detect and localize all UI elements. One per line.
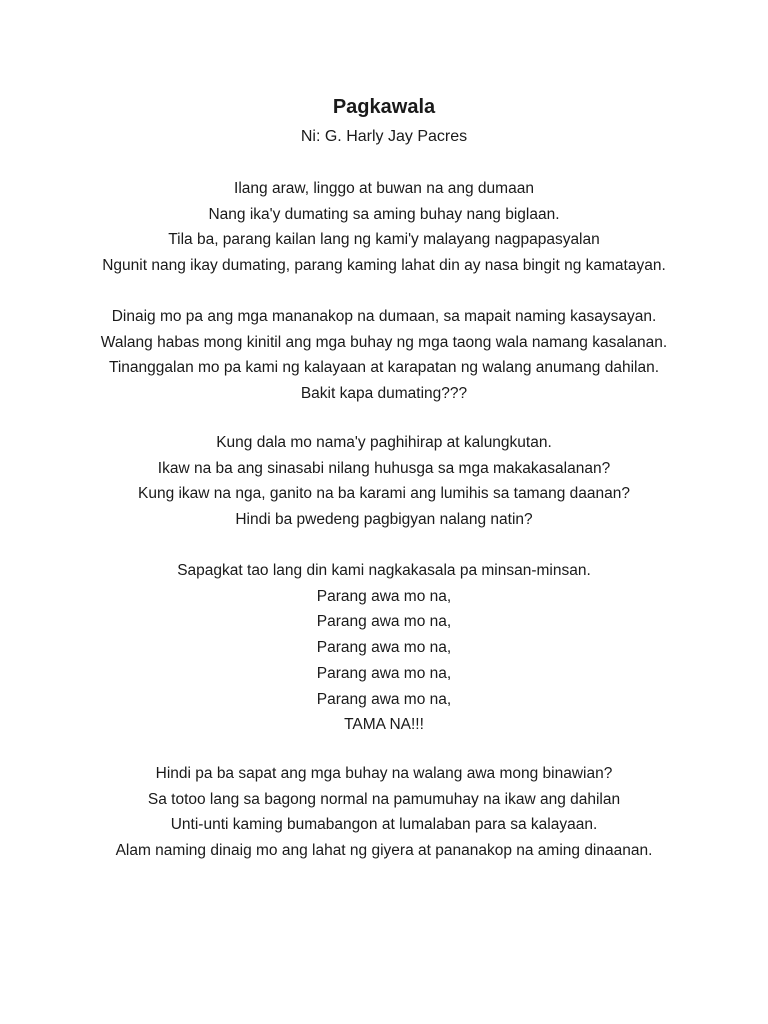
stanza-2 — [0, 304, 768, 407]
poem-line: Parang awa mo na, — [316, 587, 452, 605]
stanza-4 — [0, 558, 768, 738]
poem-line: Parang awa mo na, — [316, 639, 452, 657]
poem-line: Tila ba, parang kailan lang ng kami'y malayang nagpapasyalan — [168, 231, 600, 249]
poem-line: Tinanggalan mo pa kami ng kalayaan at karapatan ng walang anumang dahilan. — [108, 359, 660, 377]
poem-line: Sapagkat tao lang din kami nagkakasala pa minsan-minsan. — [177, 562, 591, 579]
poem-line: Sa totoo lang sa bagong normal na pamumuhay na ikaw ang dahilan — [147, 790, 621, 808]
poem-line: Dinaig mo pa ang mga mananakop na dumaan, sa mapait naming kasaysayan. — [111, 308, 657, 325]
poem-line: Walang habas mong kinitil ang mga buhay ng mga taong wala namang kasalanan. — [100, 333, 668, 351]
poem-line: Hindi ba pwedeng pagbigyan nalang natin? — [235, 511, 533, 529]
poem-line: Kung ikaw na nga, ganito na ba karami ang lumihis sa tamang daanan? — [137, 485, 631, 503]
poem-line: Nang ika'y dumating sa aming buhay nang biglaan. — [208, 205, 560, 223]
poem-author: Ni: G. Harly Jay Pacres — [300, 128, 468, 145]
poem-line: Parang awa mo na, — [316, 613, 452, 631]
poem-line: Ikaw na ba ang sinasabi nilang huhusga sa mga makakasalanan? — [157, 459, 611, 477]
poem-title: Pagkawala — [332, 96, 436, 118]
poem-line: Kung dala mo nama'y paghihirap at kalungkutan. — [216, 434, 552, 451]
poem-line: Bakit kapa dumating??? — [300, 385, 468, 403]
stanza-5 — [0, 761, 768, 864]
poem-line: TAMA NA!!! — [344, 716, 424, 734]
poem-line: Hindi pa ba sapat ang mga buhay na walang awa mong binawian? — [155, 765, 613, 782]
stanza-1 — [0, 176, 768, 279]
poem-line: Parang awa mo na, — [316, 664, 452, 682]
poem-line: Ilang araw, linggo at buwan na ang dumaan — [234, 180, 534, 197]
poem-line: Alam naming dinaig mo ang lahat ng giyera at pananakop na aming dinaanan. — [115, 842, 653, 860]
poem-line: Unti-unti kaming bumabangon at lumalaban para sa kalayaan. — [170, 816, 598, 834]
stanza-3 — [0, 430, 768, 533]
poem-line: Ngunit nang ikay dumating, parang kaming lahat din ay nasa bingit ng kamatayan. — [102, 257, 666, 275]
poem-line: Parang awa mo na, — [316, 690, 452, 708]
